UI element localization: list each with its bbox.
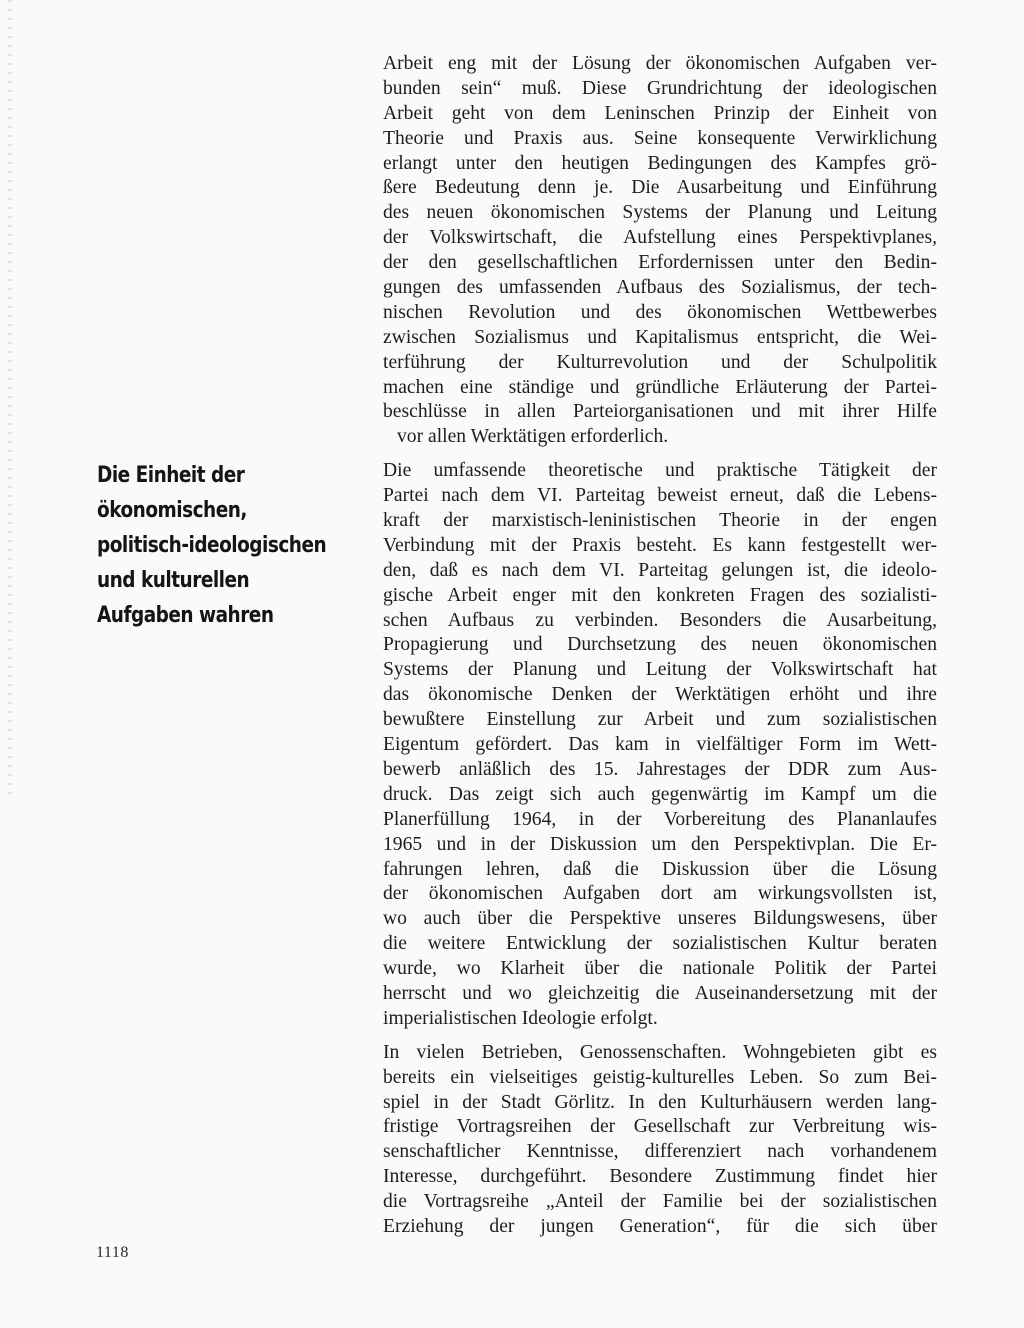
text-line: ßere Bedeutung denn je. Die Ausarbeitung und Einführung [383,177,937,199]
text-line: schen Aufbaus zu verbinden. Besonders die Ausarbeitung, [383,609,937,631]
text-line: bewerb anläßlich des 15. Jahrestages der DDR zum Aus- [383,758,937,780]
sidebar-heading-line: politisch-ideologischen [97,533,327,558]
text-line: der Volkswirtschaft, die Aufstellung eines Perspektivplanes, [383,227,937,249]
text-line: kraft der marxistisch-leninistischen Theorie in der engen [383,510,937,532]
paragraph-gap [383,1032,937,1041]
sidebar-heading-line: Aufgaben wahren [97,603,274,628]
text-line: erlangt unter den heutigen Bedingungen des Kampfes grö- [383,152,937,174]
text-line: Interesse, durchgeführt. Besondere Zustimmung findet hier [383,1166,937,1188]
text-line: beschlüsse in allen Parteiorganisationen und mit ihrer Hilfe [383,401,937,423]
text-line: In vielen Betrieben, Genossenschaften. Wohngebieten gibt es [383,1041,937,1063]
scan-edge-artifact [8,0,12,800]
text-line: fahrungen lehren, daß die Diskussion über die Lösung [383,858,937,880]
text-line: nischen Revolution und des ökonomischen Wettbewerbes [383,301,937,323]
text-line: Eigentum gefördert. Das kam in vielfältiger Form im Wett- [383,734,937,756]
text-line: gungen des umfassenden Aufbaus des Sozialismus, der tech- [383,277,937,299]
text-line: machen eine ständige und gründliche Erläuterung der Partei- [383,376,937,398]
text-line: wo auch über die Perspektive unseres Bildungswesens, über [383,908,937,930]
text-line: die weitere Entwicklung der sozialistischen Kultur beraten [383,933,937,955]
text-line: bunden sein“ muß. Diese Grundrichtung der ideologischen [383,77,937,99]
paragraph [383,459,937,1031]
paragraph [383,52,937,450]
text-line: Systems der Planung und Leitung der Volkswirtschaft hat [383,659,937,681]
text-line: herrscht und wo gleichzeitig die Auseinandersetzung mit der [383,982,937,1004]
text-line: der den gesellschaftlichen Erfordernissen unter den Bedin- [383,252,937,274]
paragraph-gap [383,450,937,459]
text-line: Verbindung mit der Praxis besteht. Es kann festgestellt wer- [383,534,937,556]
sidebar-heading [97,458,327,633]
text-line: Theorie und Praxis aus. Seine konsequente Verwirklichung [383,127,937,149]
text-line: Planerfüllung 1964, in der Vorbereitung des Plananlaufes [383,808,937,830]
text-line: wurde, wo Klarheit über die nationale Politik der Partei [383,958,937,980]
text-line: 1965 und in der Diskussion um den Perspektivplan. Die Er- [383,833,937,855]
text-line: terführung der Kulturrevolution und der Schulpolitik [383,351,937,373]
text-line: der ökonomischen Aufgaben dort am wirkungsvollsten ist, [383,883,937,905]
paragraph [383,1041,937,1240]
page-number: 1118 [96,1244,129,1261]
text-line: vor allen Werktätigen erforderlich. [397,426,669,448]
text-line: Propagierung und Durchsetzung des neuen ökonomischen [383,634,937,656]
text-line: spiel in der Stadt Görlitz. In den Kulturhäusern werden lang- [383,1091,937,1113]
text-line: bereits ein vielseitiges geistig-kulturelles Leben. So zum Bei- [383,1066,937,1088]
text-line: die Vortragsreihe „Anteil der Familie bei der sozialistischen [383,1191,937,1213]
text-line: fristige Vortragsreihen der Gesellschaft zur Verbreitung wis- [383,1116,937,1138]
text-line: Arbeit eng mit der Lösung der ökonomischen Aufgaben ver- [383,53,937,74]
sidebar-heading-line: ökonomischen, [97,498,247,523]
text-line: senschaftlicher Kenntnisse, differenziert nach vorhandenem [383,1141,937,1163]
text-line: Erziehung der jungen Generation“, für die sich über [383,1215,937,1237]
text-line: gische Arbeit enger mit den konkreten Fragen des sozialisti- [383,584,937,606]
text-line: zwischen Sozialismus und Kapitalismus entspricht, die Wei- [383,326,937,348]
text-line: Die umfassende theoretische und praktische Tätigkeit der [383,460,937,482]
sidebar-heading-line: Die Einheit der [97,463,245,488]
text-line: Arbeit geht von dem Leninschen Prinzip der Einheit von [383,102,937,124]
sidebar-heading-line: und kulturellen [97,568,250,593]
text-line: druck. Das zeigt sich auch gegenwärtig im Kampf um die [383,783,937,805]
text-line: das ökonomische Denken der Werktätigen erhöht und ihre [383,684,937,706]
text-line: imperialistischen Ideologie erfolgt. [383,1007,658,1029]
text-line: den, daß es nach dem VI. Parteitag gelungen ist, die ideolo- [383,559,937,581]
text-line: Partei nach dem VI. Parteitag beweist erneut, daß die Lebens- [383,485,937,507]
text-line: des neuen ökonomischen Systems der Planung und Leitung [383,202,937,224]
body-text-column [383,52,937,1240]
text-line: bewußtere Einstellung zur Arbeit und zum sozialistischen [383,709,937,731]
